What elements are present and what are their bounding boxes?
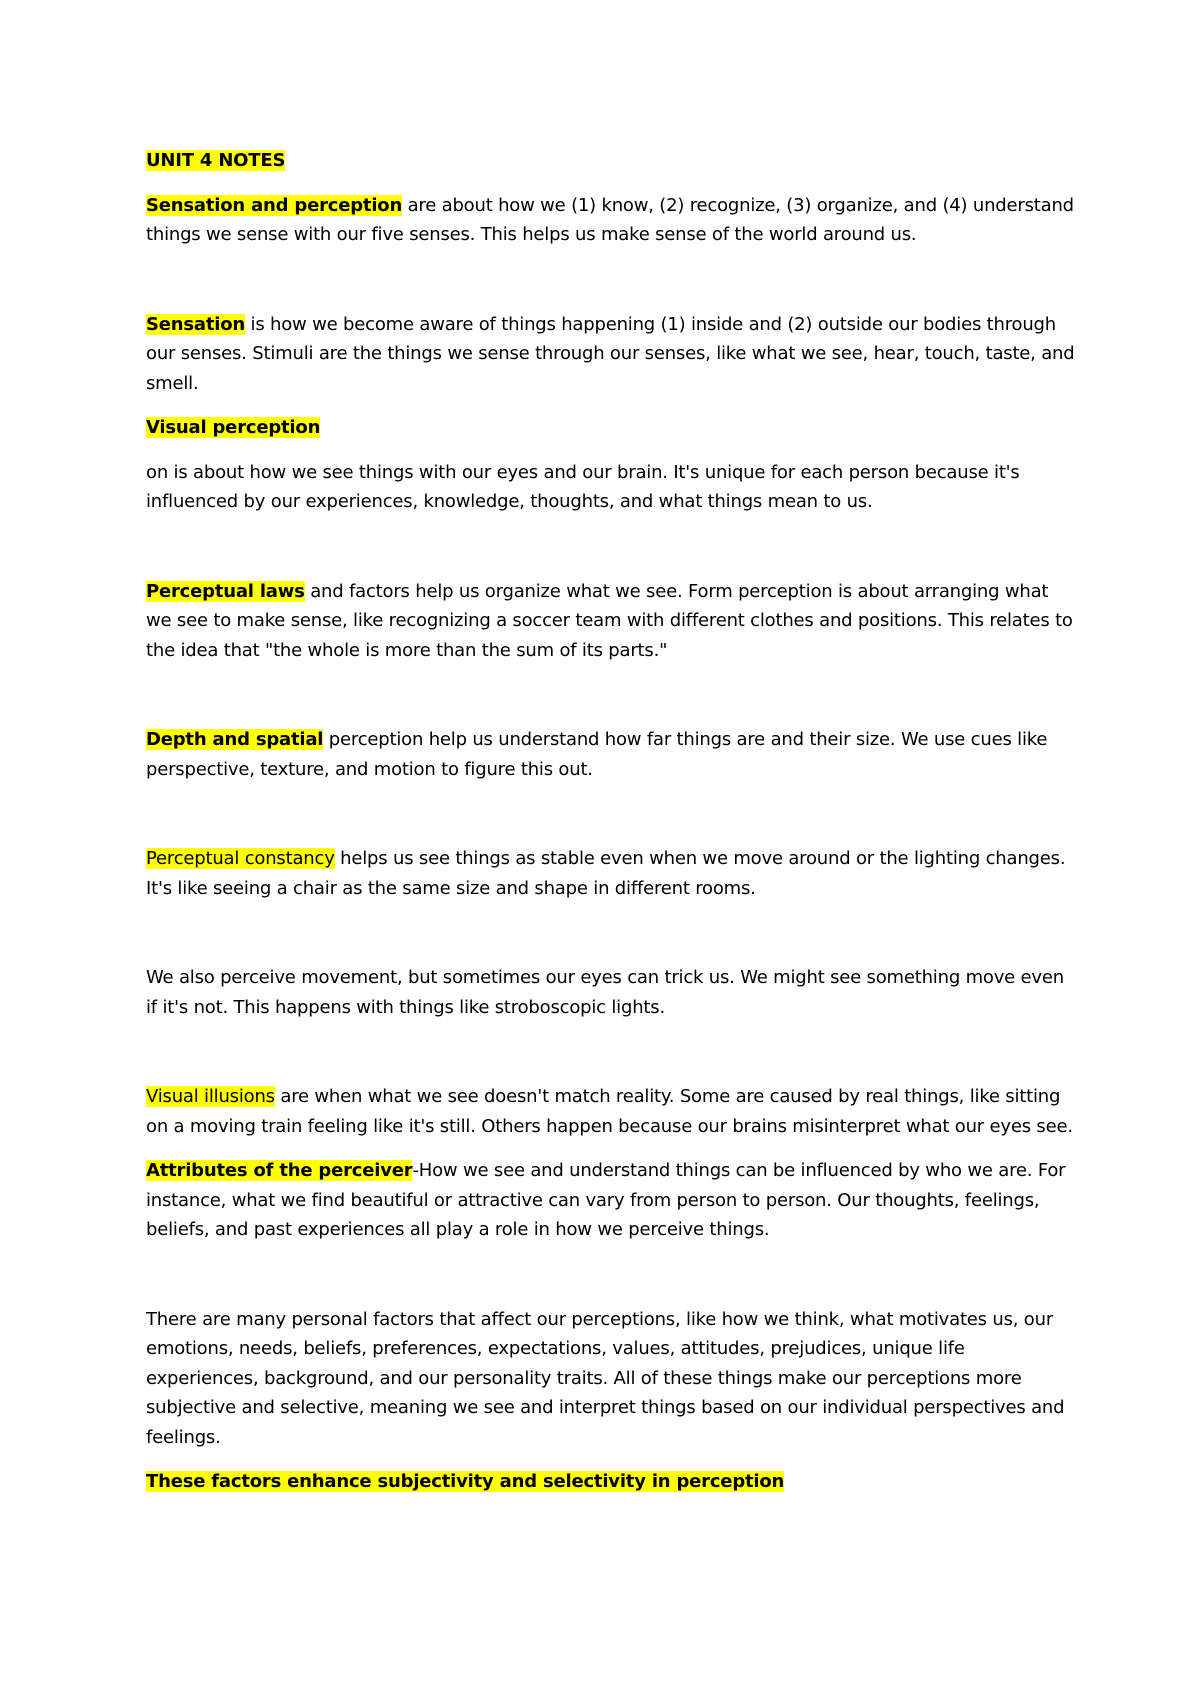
- paragraph-sensation: [146, 310, 1076, 399]
- term-highlight: Attributes of the perceiver: [146, 1160, 413, 1181]
- paragraph-text: We also perceive movement, but sometimes our eyes can trick us. We might see something move even if it's not. This happens with things like stroboscopic lights.: [146, 967, 1064, 1018]
- paragraph-visual-illusions: [146, 1082, 1076, 1141]
- paragraph-visual-perception: [146, 458, 1076, 517]
- title-highlight: UNIT 4 NOTES: [146, 150, 286, 171]
- heading-highlight: Visual perception: [146, 417, 321, 438]
- term-highlight: Perceptual constancy: [146, 848, 335, 869]
- term-highlight: Sensation: [146, 313, 246, 335]
- paragraph-text: on is about how we see things with our eyes and our brain. It's unique for each person because it's influenced by our experiences, knowledge, thoughts, and what things mean to us.: [146, 461, 1020, 512]
- term-highlight: Perceptual laws: [146, 580, 305, 602]
- paragraph-text: There are many personal factors that affect our perceptions, like how we think, what motivates us, our emotions, needs, beliefs, preferences, expectations, values, attitudes, prejudices, unique life experiences, background, and our personality traits. All of these things make our perceptions more subjective and selective, meaning we see and interpret things based on our individual perspectives and feelings.: [146, 1308, 1065, 1448]
- paragraph-text: are about how we (1) know, (2) recognize, (3) organize, and (4) understand things we sense with our five senses. This helps us make sense of the world around us.: [146, 194, 1074, 245]
- paragraph-perceptual-laws: [146, 577, 1076, 666]
- paragraph-text: is how we become aware of things happening (1) inside and (2) outside our bodies through our senses. Stimuli are the things we sense through our senses, like what we see, hear, touch, taste, and smell.: [146, 313, 1075, 394]
- paragraph-sensation-and-perception: [146, 191, 1076, 250]
- paragraph-text: helps us see things as stable even when we move around or the lighting changes. It's like seeing a chair as the same size and shape in different rooms.: [146, 848, 1066, 899]
- paragraph-text: perception help us understand how far things are and their size. We use cues like perspective, texture, and motion to figure this out.: [146, 729, 1048, 780]
- paragraph-depth-and-spatial: [146, 725, 1076, 784]
- paragraph-text: -How we see and understand things can be influenced by who we are. For instance, what we find beautiful or attractive can vary from person to person. Our thoughts, feelings, beliefs, and past experiences all play a role in how we perceive things.: [146, 1160, 1066, 1240]
- paragraph-movement: [146, 963, 1076, 1022]
- paragraph-personal-factors: [146, 1305, 1076, 1453]
- heading-visual-perception: [146, 413, 1076, 443]
- document-body: [146, 146, 1076, 1497]
- heading-subjectivity-selectivity: [146, 1467, 1076, 1497]
- paragraph-attributes-of-perceiver: [146, 1156, 1076, 1245]
- paragraph-perceptual-constancy: [146, 844, 1076, 903]
- term-highlight: Sensation and perception: [146, 194, 403, 216]
- term-highlight: Depth and spatial: [146, 729, 324, 750]
- term-highlight: Visual illusions: [146, 1086, 275, 1107]
- paragraph-text: are when what we see doesn't match reality. Some are caused by real things, like sitting on a moving train feeling like it's still. Others happen because our brains misinterpret what our eyes see.: [146, 1086, 1073, 1137]
- paragraph-text: and factors help us organize what we see. Form perception is about arranging what we see to make sense, like recognizing a soccer team with different clothes and positions. This relates to the idea that "the whole is more than the sum of its parts.": [146, 580, 1073, 661]
- page-title: [146, 146, 1076, 176]
- heading-highlight: These factors enhance subjectivity and selectivity in perception: [146, 1471, 785, 1492]
